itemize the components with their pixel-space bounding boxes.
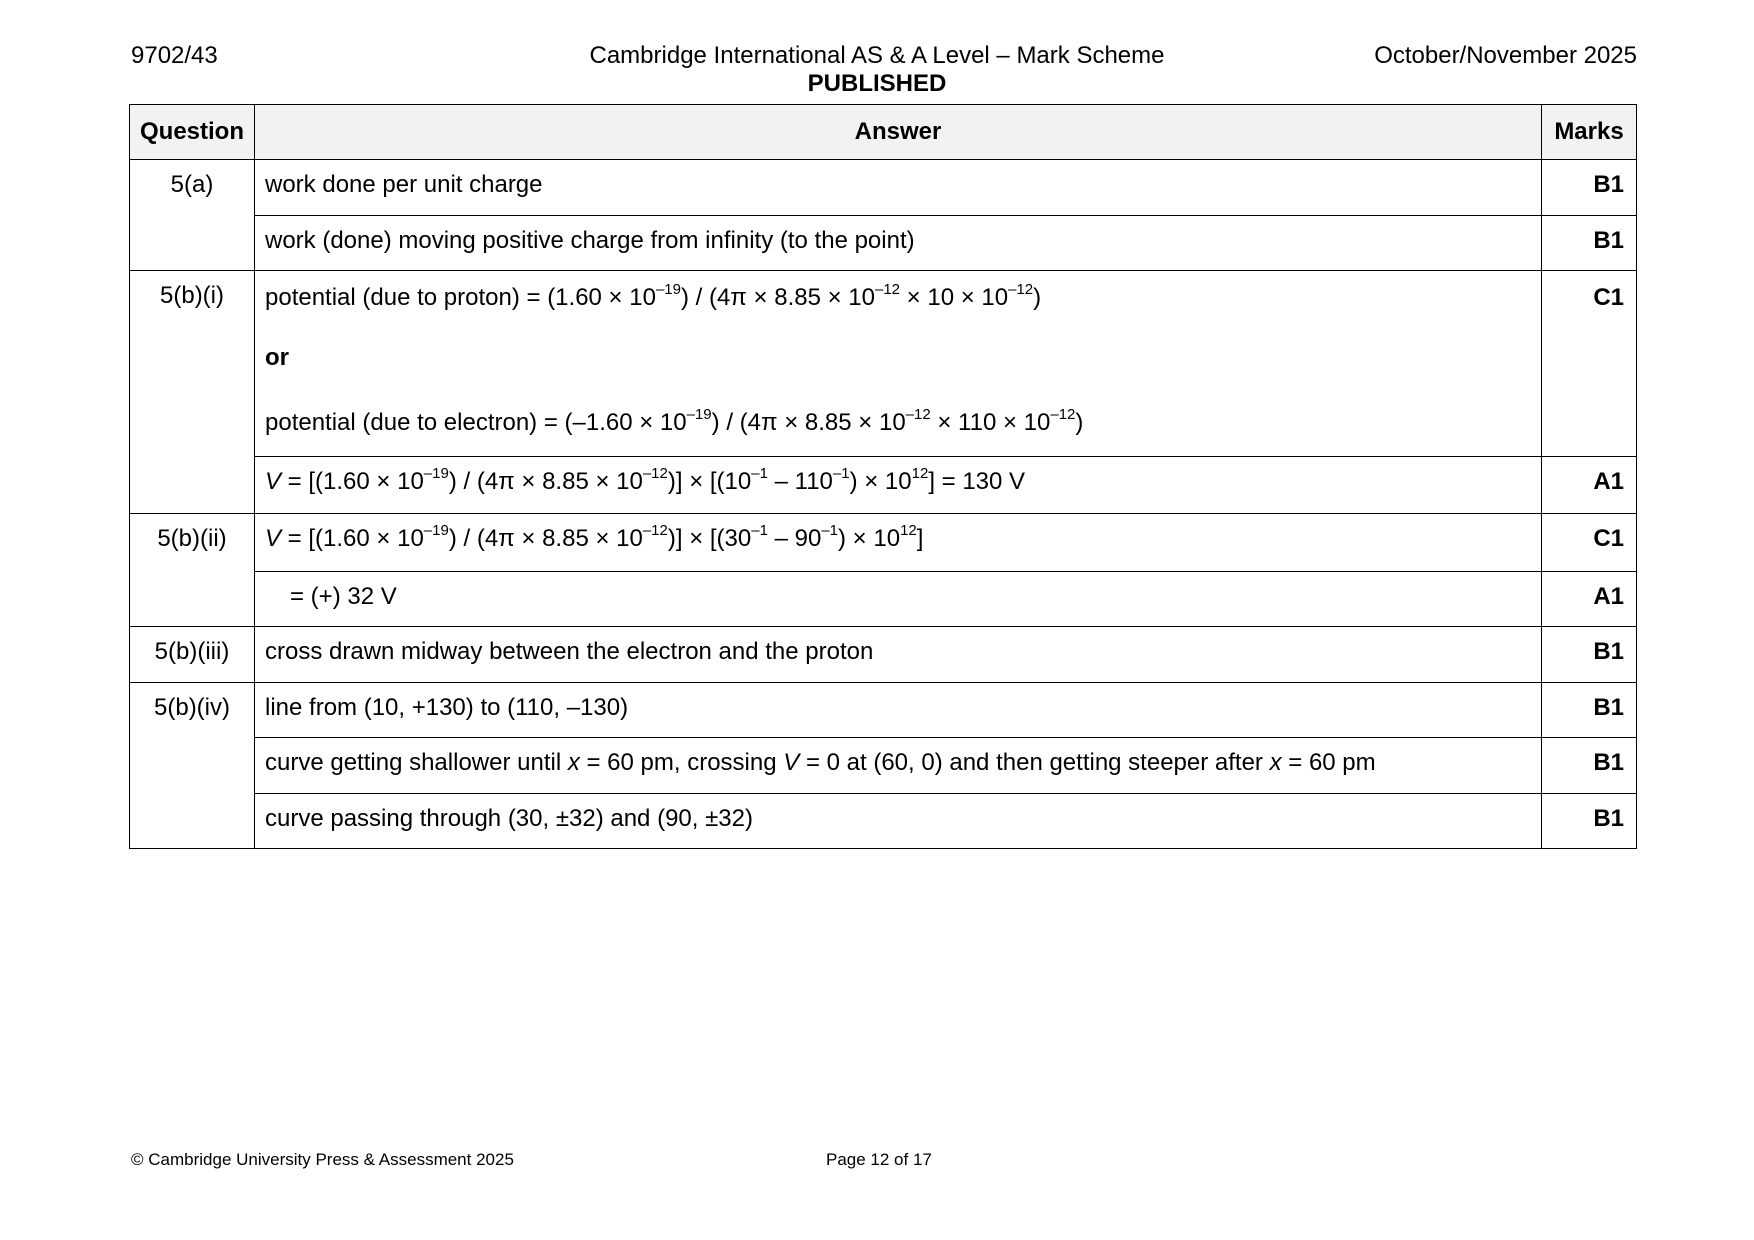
answer-text: = (+) 32 V	[255, 572, 1542, 627]
title-text: Cambridge International AS & A Level – Mark Scheme	[589, 42, 1165, 69]
answer-text: work (done) moving positive charge from infinity (to the point)	[255, 216, 1542, 271]
question-number: 5(b)(ii)	[130, 514, 255, 627]
question-column-header: Question	[130, 105, 255, 160]
mark-scheme-table	[129, 104, 1637, 849]
mark-code: B1	[1542, 794, 1637, 849]
table-row	[130, 738, 1637, 794]
published-label: PUBLISHED	[807, 70, 947, 97]
table-row	[130, 683, 1637, 738]
answer-text: $V = [(1.60 \times 10^{-19}) / (4\pi \times 8.85 \times 10^{-12})] \times [(30^{-1} - 90^{-1}) \times 10^{12}]$	[255, 514, 1542, 572]
table-row	[130, 457, 1637, 514]
mark-code: C1	[1542, 514, 1637, 572]
table-row	[130, 160, 1637, 216]
question-number: 5(b)(i)	[130, 271, 255, 514]
table-row	[130, 572, 1637, 627]
table-row	[130, 271, 1637, 457]
mark-code: B1	[1542, 683, 1637, 738]
answer-text: curve passing through (30, ±32) and (90, ±32)	[255, 794, 1542, 849]
answer-text	[255, 271, 1542, 457]
mark-code: A1	[1542, 572, 1637, 627]
page-number: Page 12 of 17	[826, 1150, 932, 1169]
answer-column-header: Answer	[255, 105, 1542, 160]
answer-text: curve getting shallower until x = 60 pm, crossing V = 0 at (60, 0) and then getting steeper after x = 60 pm	[255, 738, 1542, 794]
mark-code: B1	[1542, 738, 1637, 794]
mark-code: B1	[1542, 160, 1637, 216]
exam-session: October/November 2025	[1374, 42, 1637, 69]
answer-text: work done per unit charge	[255, 160, 1542, 216]
copyright-notice: © Cambridge University Press & Assessment 2025	[131, 1150, 514, 1169]
electron-potential-line: potential (due to electron) = $(-1.60 \times 10^{-19}) / (4\pi \times 8.85 \times 10^{-12} \times 110 \times 10^{-12})$	[265, 406, 1084, 436]
table-row	[130, 216, 1637, 271]
mark-code: B1	[1542, 216, 1637, 271]
answer-text: line from (10, +130) to (110, –130)	[255, 683, 1542, 738]
answer-text: $V = [(1.60 \times 10^{-19}) / (4\pi \times 8.85 \times 10^{-12})] \times [(10^{-1} - 110^{-1}) \times 10^{12}] = 130$ V	[255, 457, 1542, 514]
question-number: 5(b)(iv)	[130, 683, 255, 849]
paper-code: 9702/43	[131, 42, 218, 69]
or-separator: or	[265, 344, 289, 371]
mark-code: A1	[1542, 457, 1637, 514]
answer-text: cross drawn midway between the electron and the proton	[255, 627, 1542, 683]
marks-column-header: Marks	[1542, 105, 1637, 160]
table-row	[130, 627, 1637, 683]
table-header-row	[130, 105, 1637, 160]
question-number: 5(a)	[130, 160, 255, 271]
mark-code: C1	[1542, 271, 1637, 457]
proton-potential-line: potential (due to proton) = $(1.60 \times 10^{-19}) / (4\pi \times 8.85 \times 10^{-12} \times 10 \times 10^{-12})$	[265, 281, 1042, 311]
question-number: 5(b)(iii)	[130, 627, 255, 683]
table-row	[130, 514, 1637, 572]
mark-code: B1	[1542, 627, 1637, 683]
table-row	[130, 794, 1637, 849]
